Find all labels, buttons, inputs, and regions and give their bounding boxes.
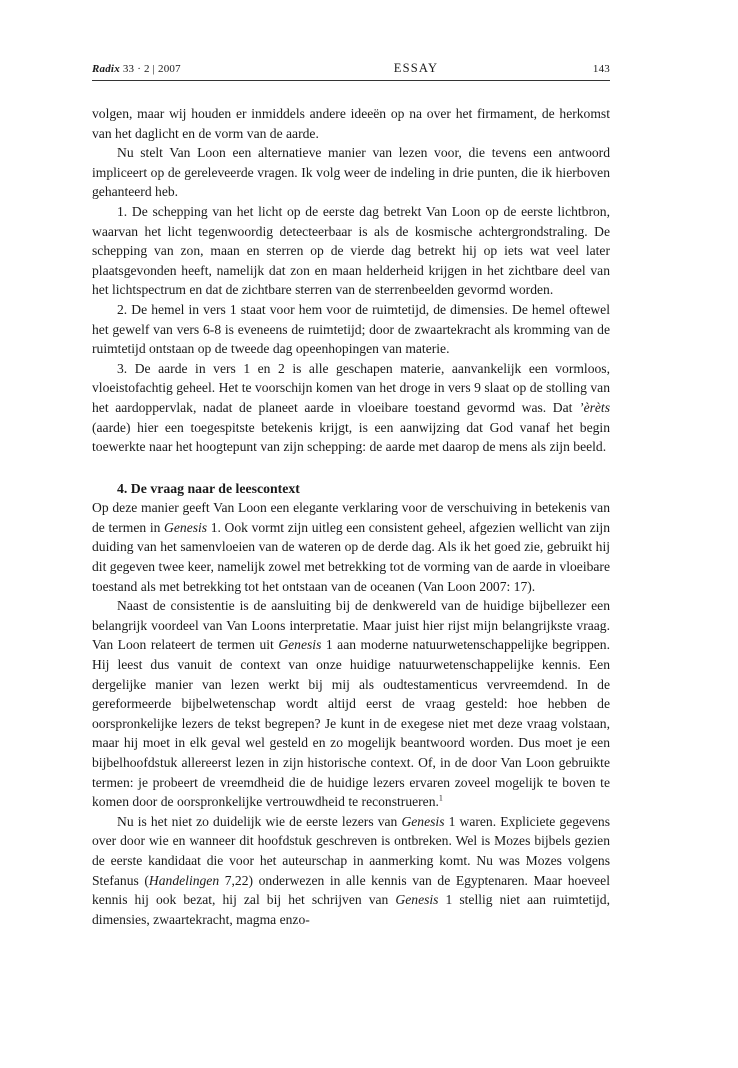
text-run: 1. Ook vormt zijn uitleg een consistent geheel, afgezien wellicht van zijn duiding van het samenvloeien van de wateren op de derde dag. Als ik het goed zie, gebruikt hij dit gegeven twee keer, namelijk zowel met betrekking tot de vorming van de aarde in vloeibare toestand als met betrekking tot het ontstaan van de oceanen (Van Loon 2007: 17). xyxy=(92,519,611,594)
text-run: 3. De aarde in vers 1 en 2 is alle geschapen materie, aanvankelijk een vormloos, vloeistofachtig geheel. Het te voorschijn komen van het droge in vers 9 slaat op de stolling van het aardoppervlak, nadat de planeet aarde in vloeibare toestand gevormd was. Dat xyxy=(92,360,610,415)
text-run: 1 stellig niet aan ruimtetijd, dimensies, zwaartekracht, magma enzo- xyxy=(92,892,610,927)
text-run: 2. De hemel in vers 1 staat voor hem voor de ruimtetijd, de dimensies. De hemel oftewel het gewelf van vers 6-8 is eveneens de ruimtetijd; door de zwaartekracht als kromming van de ruimtetijd ontstaan op de tweede dag opeenhopingen van materie. xyxy=(92,301,610,357)
body-text xyxy=(92,104,610,929)
paragraph xyxy=(92,596,610,812)
volume-issue: 33 · 2 | 2007 xyxy=(122,63,181,75)
section-label: ESSAY xyxy=(393,61,439,75)
journal-name: Radix xyxy=(92,63,120,75)
paragraph xyxy=(92,812,610,930)
text-run: 1 waren. Expliciete gegevens over door wie en wanneer dit hoofdstuk geschreven is ontbreken. Wel is Mozes bijbels gezien de eerste kandidaat die voor het auteurschap in aanmerking komt. Nu was Mozes volgens Stefanus ( xyxy=(92,813,611,888)
italic-text: Genesis xyxy=(401,813,445,829)
italic-text: Handelingen xyxy=(148,872,220,888)
text-run: Nu stelt Van Loon een alternatieve manier van lezen voor, die tevens een antwoord impliceert op de gereleveerde vragen. Ik volg weer de indeling in drie punten, die ik hierboven gehanteerd heb. xyxy=(92,145,610,200)
text-run: volgen, maar wij houden er inmiddels andere ideeën op na over het firmament, de herkomst van het daglicht en de vorm van de aarde. xyxy=(92,106,610,141)
paragraph xyxy=(92,300,610,359)
footnote-marker: 1 xyxy=(438,793,443,803)
paragraph xyxy=(92,104,610,143)
text-run: Naast de consistentie is de aansluiting bij de denkwereld van de huidige bijbellezer een belangrijk voordeel van Van Loons interpretatie. Maar juist hier rijst mijn belangrijkste vraag. Van Loon relateert de termen uit xyxy=(92,598,610,653)
paragraph xyxy=(92,498,610,596)
section-reading-context xyxy=(92,498,610,929)
text-run: 1 aan moderne natuurwetenschappelijke begrippen. Hij leest dus vanuit de context van onze huidige natuurwetenschappelijke kennis. Een dergelijke manier van lezen werkt bij mij als oudtestamenticus vervreemdend. In de gereformeerde bijbelwetenschap wordt altijd eerst de vraag gesteld: hoe hebben de oorspronkelijke lezers de tekst begrepen? Je kunt in de exegese niet met deze vraag volstaan, maar hij moet in elk geval wel gesteld en zo mogelijk beantwoord worden. Dus moet je een bijbelhoofdstuk allereerst lezen in zijn historische context. Of, in de door Van Loon gebruikte termen: je probeert de vreemdheid die de huidige lezers ervaren zoveel mogelijk te boven te komen door de oorspronkelijke vertrouwdheid te reconstrueren. xyxy=(92,637,611,810)
italic-text: Genesis xyxy=(278,637,322,653)
page-number: 143 xyxy=(592,63,610,75)
italic-text: ’èrèts xyxy=(579,399,610,415)
section-heading: 4. De vraag naar de leescontext xyxy=(117,480,300,496)
italic-text: Genesis xyxy=(164,519,208,535)
text-run: Nu is het niet zo duidelijk wie de eerste lezers van xyxy=(117,813,402,829)
text-run: (aarde) hier een toegespitste betekenis krijgt, is een aanwijzing dat God vanaf het begin toewerkte naar het hoogtepunt van zijn schepping: de aarde met daarop de mens als zijn beeld. xyxy=(92,419,610,455)
text-run: 1. De schepping van het licht op de eerste dag betrekt Van Loon op de eerste lichtbron, waarvan het licht tegenwoordig detecteerbaar is als de kosmische achtergrondstraling. De schepping van zon, maan en sterren op de vierde dag betrekt hij op iets wat veel later plaatsgevonden heeft, namelijk dat zon en maan helderheid krijgen in het zichtbare deel van het lichtspectrum en dat de zichtbare sterren van de sterrenbeelden gevormd worden. xyxy=(92,203,610,298)
text-run: Op deze manier geeft Van Loon een elegante verklaring voor de verschuiving in betekenis van de termen in xyxy=(92,500,610,535)
paragraph xyxy=(92,359,610,457)
section-intro xyxy=(92,104,610,457)
paragraph xyxy=(92,143,610,202)
text-run: 7,22) onderwezen in alle kennis van de Egyptenaren. Maar hoeveel kennis hij ook bezat, hij zal bij het schrijven van xyxy=(92,872,610,908)
paragraph xyxy=(92,202,610,300)
running-head xyxy=(92,60,610,81)
italic-text: Genesis xyxy=(395,892,439,908)
page xyxy=(92,60,610,929)
